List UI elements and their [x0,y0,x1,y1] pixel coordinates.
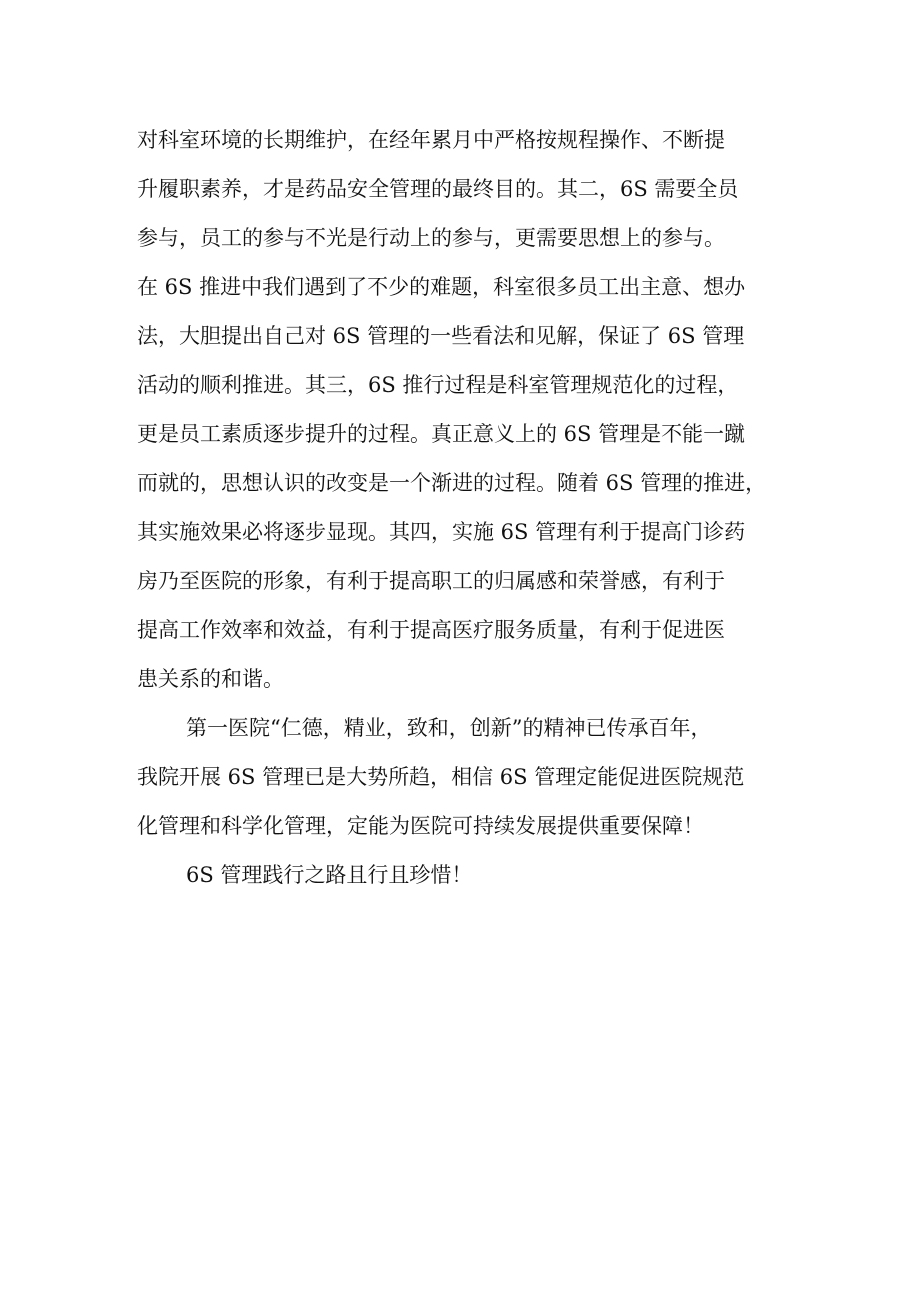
body-text-line: 法，大胆提出自己对 6S 管理的一些看法和见解，保证了 6S 管理 [137,324,745,348]
body-text-line: 提高工作效率和效益，有利于提高医疗服务质量，有利于促进医 [137,618,725,642]
body-text-line: 而就的，思想认识的改变是一个渐进的过程。随着 6S 管理的推进， [137,471,767,495]
body-text-line: 房乃至医院的形象，有利于提高职工的归属感和荣誉感，有利于 [137,569,725,593]
body-text-line: 参与，员工的参与不光是行动上的参与，更需要思想上的参与。 [137,226,725,250]
body-text-line: 我院开展 6S 管理已是大势所趋，相信 6S 管理定能促进医院规范 [137,765,745,789]
body-text-line: 其实施效果必将逐步显现。其四，实施 6S 管理有利于提高门诊药 [137,520,746,544]
body-text-line: 对科室环境的长期维护，在经年累月中严格按规程操作、不断提 [137,128,725,152]
body-text-line: 在 6S 推进中我们遇到了不少的难题，科室很多员工出主意、想办 [137,275,746,299]
body-text-line: 活动的顺利推进。其三，6S 推行过程是科室管理规范化的过程， [137,373,739,397]
body-text-line: 患关系的和谐。 [137,667,284,691]
paragraph-first-line: 第一医院“仁德，精业，致和，创新”的精神已传承百年， [186,716,712,740]
body-text-line: 更是员工素质逐步提升的过程。真正意义上的 6S 管理是不能一蹴 [137,422,746,446]
closing-line: 6S 管理践行之路且行且珍惜！ [186,863,473,887]
body-text-line: 化管理和科学化管理，定能为医院可持续发展提供重要保障！ [137,814,704,838]
body-text-line: 升履职素养，才是药品安全管理的最终目的。其二，6S 需要全员 [137,177,739,201]
